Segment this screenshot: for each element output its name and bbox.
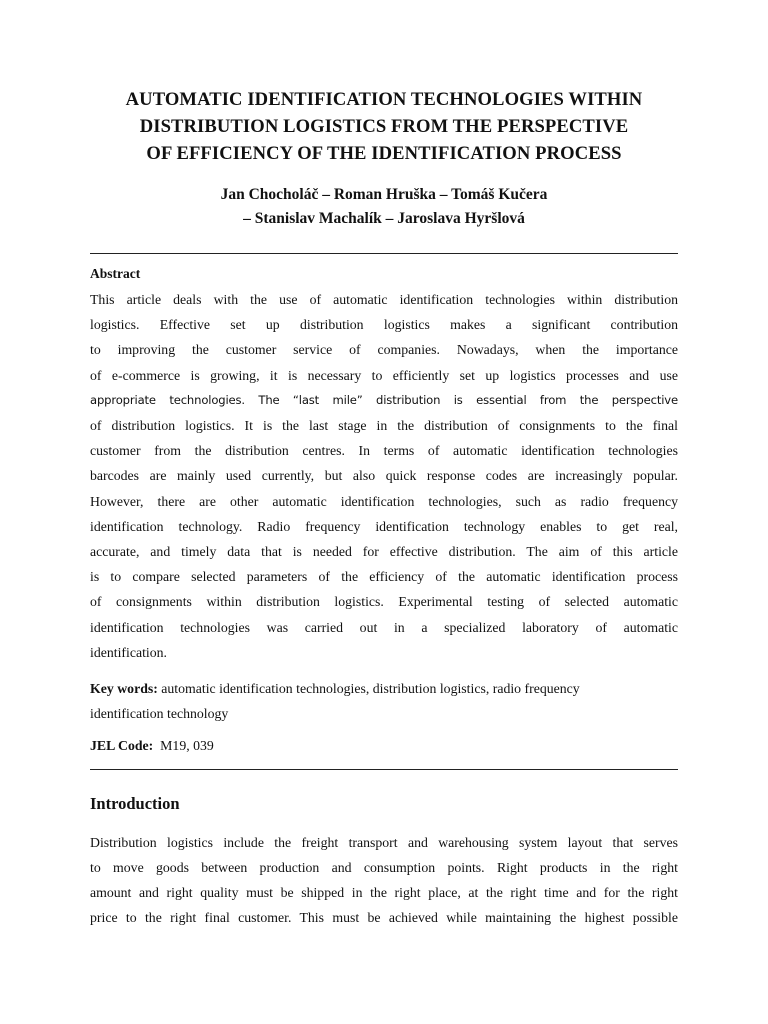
keywords-value: automatic identification technologies, distribution logistics, radio frequency (157, 681, 580, 697)
abstract-line: of distribution logistics. It is the last stage in the distribution of consignments to the final (90, 418, 678, 434)
abstract-line: This article deals with the use of automatic identification technologies within distribution (90, 292, 678, 307)
abstract-line: identification. (90, 644, 168, 660)
abstract-line: of consignments within distribution logistics. Experimental testing of selected automatic (90, 594, 678, 610)
abstract-line: accurate, and timely data that is needed for effective distribution. The aim of this article (90, 544, 678, 560)
jel-code (90, 735, 678, 757)
abstract-line: logistics. Effective set up distribution logistics makes a significant contribution (90, 317, 678, 333)
introduction-line: to move goods between production and consumption points. Right products in the right (90, 859, 678, 875)
introduction-line: price to the right final customer. This must be achieved while maintaining the highest possible (90, 910, 678, 926)
abstract-line: appropriate technologies. The “last mile” distribution is essential from the perspective (90, 392, 678, 407)
author-line: – Stanislav Machalík – Jaroslava Hyršlová (243, 210, 525, 227)
abstract-line: of e-commerce is growing, it is necessary to efficiently set up logistics processes and use (90, 367, 678, 383)
abstract-line: is to compare selected parameters of the efficiency of the automatic identification process (90, 569, 678, 585)
title-line: DISTRIBUTION LOGISTICS FROM THE PERSPECTIVE (139, 116, 629, 137)
jel-value: M19, 039 (153, 738, 214, 754)
top-divider (90, 253, 678, 254)
paper-title (90, 86, 678, 167)
abstract-line: identification technology. Radio frequency identification technology enables to get real, (90, 518, 678, 534)
abstract-line: customer from the distribution centres. In terms of automatic identification technologies (90, 443, 678, 459)
introduction-line: Distribution logistics include the freight transport and warehousing system layout that serves (90, 834, 678, 850)
abstract-line: to improving the customer service of companies. Nowadays, when the importance (90, 342, 678, 358)
abstract-text (90, 287, 678, 665)
abstract-line: However, there are other automatic identification technologies, such as radio frequency (90, 493, 678, 509)
section-heading-introduction: Introduction (90, 794, 180, 814)
title-line: AUTOMATIC IDENTIFICATION TECHNOLOGIES WITHIN (125, 89, 643, 110)
bottom-divider (90, 769, 678, 770)
author-list (90, 183, 678, 231)
introduction-text (90, 830, 678, 931)
abstract-heading: Abstract (90, 266, 141, 281)
abstract-line: identification technologies was carried out in a specialized laboratory of automatic (90, 619, 678, 635)
keywords-label: Key words: (90, 681, 158, 697)
title-line: OF EFFICIENCY OF THE IDENTIFICATION PROCESS (146, 143, 622, 164)
author-line: Jan Chocholáč – Roman Hruška – Tomáš Kučera (220, 186, 548, 203)
keywords-value: identification technology (90, 706, 229, 722)
paper-page (90, 0, 678, 931)
keywords (90, 676, 678, 726)
abstract-line: barcodes are mainly used currently, but also quick response codes are increasingly popular. (90, 468, 678, 484)
jel-label: JEL Code: (90, 738, 154, 754)
introduction-line: amount and right quality must be shipped in the right place, at the right time and for the right (90, 885, 678, 901)
